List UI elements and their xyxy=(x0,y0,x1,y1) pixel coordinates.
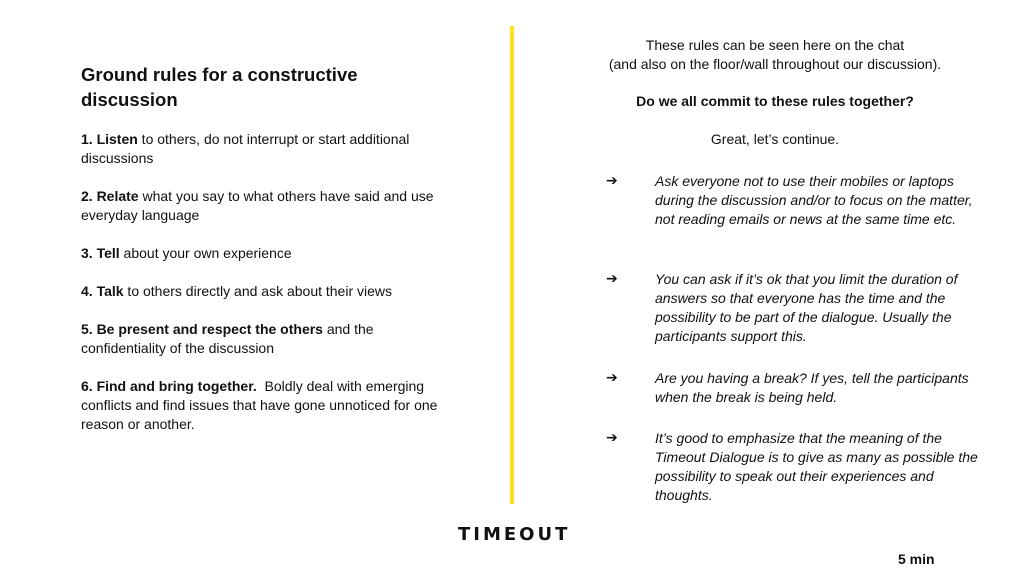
arrow-right-icon: ➔ xyxy=(606,271,618,287)
rule-relate xyxy=(81,187,441,225)
rule-text: to others directly and ask about their views xyxy=(123,283,393,299)
arrow-right-icon: ➔ xyxy=(606,430,618,446)
continue-text: Great, let’s continue. xyxy=(710,131,840,147)
intro-line-2: (and also on the floor/wall throughout our discussion). xyxy=(608,56,942,72)
rule-title: 1. Listen xyxy=(81,131,138,147)
rule-title: 4. Talk xyxy=(81,283,124,299)
ground-rules-column xyxy=(81,62,441,453)
rule-text: to others, do not interrupt or start additional discussions xyxy=(81,131,410,166)
intro-line-1: These rules can be seen here on the chat xyxy=(645,37,905,53)
commit-question: Do we all commit to these rules together? xyxy=(636,93,914,109)
yellow-divider xyxy=(510,26,514,504)
tip-text: Are you having a break? If yes, tell the participants when the break is being held. xyxy=(655,370,969,405)
ground-rules-heading: Ground rules for a constructive discussion xyxy=(81,64,358,110)
timeout-logo: TIMEOUT xyxy=(458,524,571,545)
arrow-right-icon: ➔ xyxy=(606,370,618,386)
rule-title: 2. Relate xyxy=(81,188,139,204)
arrow-right-icon: ➔ xyxy=(606,173,618,189)
rule-title: 6. Find and bring together. xyxy=(81,378,257,394)
rule-text: about your own experience xyxy=(119,245,292,261)
rule-be-present xyxy=(81,320,441,358)
rule-text: what you say to what others have said and use everyday language xyxy=(81,188,434,223)
rule-title: 3. Tell xyxy=(81,245,120,261)
tip-text: Ask everyone not to use their mobiles or laptops during the discussion and/or to focus on the matter, not reading emails or news at the same time etc. xyxy=(655,173,973,227)
rule-text: Boldly deal with emerging conflicts and find issues that have gone unnoticed for one reason or another. xyxy=(81,378,442,432)
intro-text xyxy=(560,36,990,74)
rule-text: and the confidentiality of the discussion xyxy=(81,321,374,356)
rule-find-and-bring-together xyxy=(81,377,441,434)
tip-text: It’s good to emphasize that the meaning of the Timeout Dialogue is to give as many as possible the possibility to speak out their experiences and thoughts. xyxy=(655,430,978,503)
rule-listen xyxy=(81,130,441,168)
duration-label: 5 min xyxy=(898,551,935,567)
tip-text: You can ask if it’s ok that you limit the duration of answers so that everyone has the time and the possibility to be part of the dialogue. Usually the participants support this. xyxy=(655,271,958,344)
rule-tell xyxy=(81,244,441,263)
rule-title: 5. Be present and respect the others xyxy=(81,321,323,337)
rule-talk xyxy=(81,282,441,301)
